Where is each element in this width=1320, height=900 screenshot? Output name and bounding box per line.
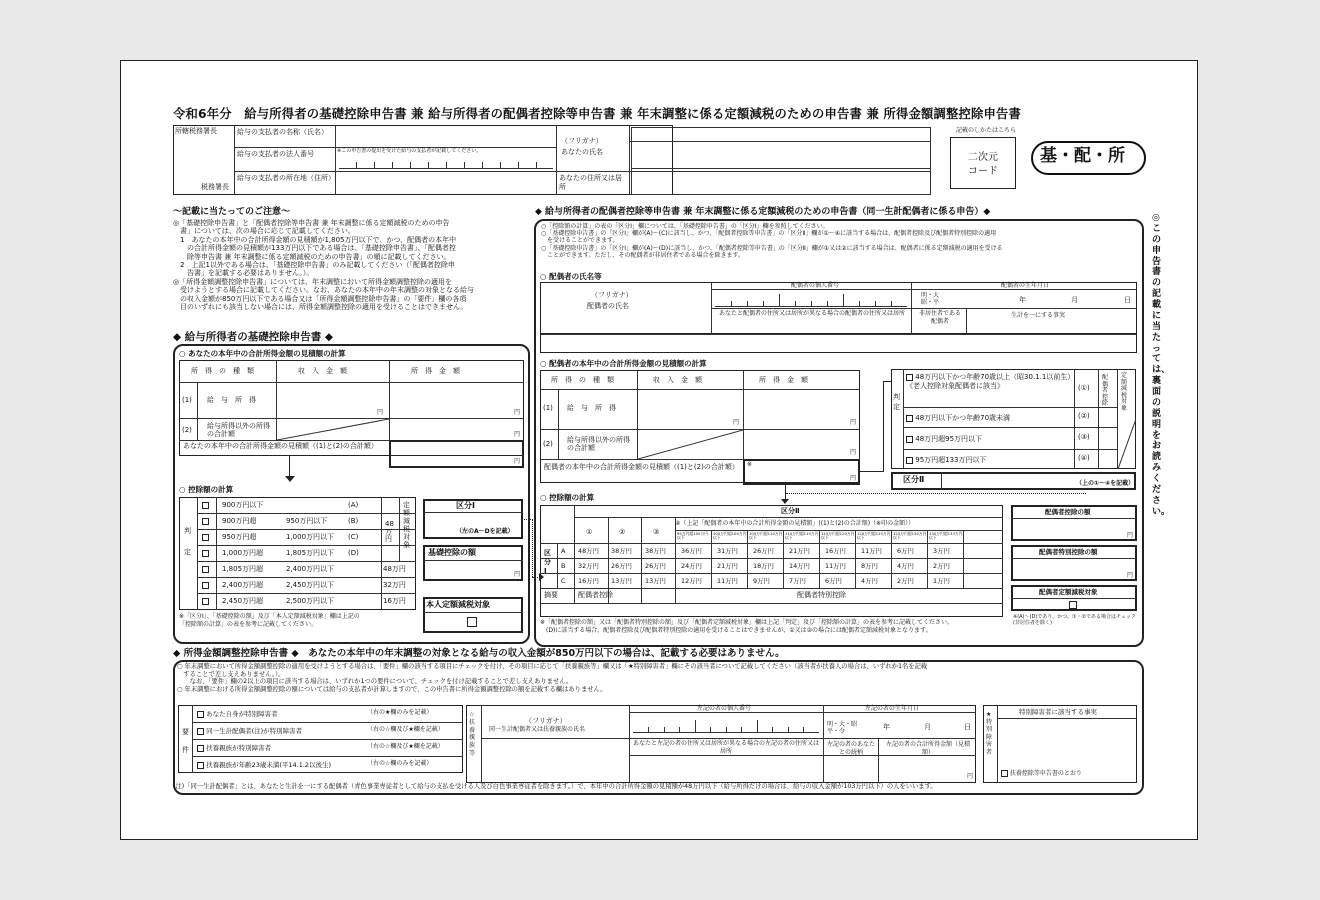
spouse-mynumber-field[interactable]: [715, 299, 907, 307]
spouse-calc-title: ○ 配偶者の本年中の合計所得金額の見積額の計算: [540, 359, 707, 368]
basic-row[interactable]: 1,805万円超 2,400万円以下 48万円: [198, 562, 416, 578]
req-label: 要件: [182, 728, 189, 755]
payer-number-field[interactable]: [339, 156, 553, 169]
ded-cell: 18万円: [753, 562, 774, 570]
spouse-opt-3[interactable]: 48万円超95万円以下: [906, 434, 982, 444]
adj-addr-label: あなたと左記の者の住所又は居所が異なる場合の左記の者の住所又は居所: [633, 740, 820, 755]
side-haigu: 配偶者控除: [1102, 374, 1109, 408]
other-income-label: 給与所得以外の所得の合計額: [207, 422, 270, 439]
kubun1-row-label: 区分Ⅰ: [544, 549, 551, 576]
payer-number-label: 給与の支払者の法人番号: [237, 150, 314, 158]
note-line: 受けようとする場合に記載してください。なお、あなたの本年中の年末調整の対象となる給与: [173, 286, 474, 295]
checkbox[interactable]: [906, 457, 913, 464]
col-income: 収 入 金 額: [298, 367, 347, 375]
qr-code-label: 二次元コード: [968, 152, 998, 177]
month-label: 月: [924, 723, 931, 731]
basic-total-field[interactable]: [389, 440, 524, 468]
kubun1-note: （左のA〜Dを記載）: [456, 528, 514, 535]
checkbox[interactable]: [202, 566, 209, 573]
opt-mark: (④): [1078, 454, 1090, 462]
same-label: 生計を一にする事実: [1011, 312, 1066, 319]
special-label: ★特別障害者: [986, 711, 993, 756]
spouse-note: ○「基礎控除申告書」の「区分Ⅰ」欄が(A)〜(C)に該当し、かつ、「配偶者控除等申告書」の「区分Ⅱ」欄が①〜④に該当する場合は、配偶者控除及び配偶者特別控除の適用: [541, 230, 997, 238]
ded-cell: 4万円: [861, 577, 878, 585]
notes-body: [173, 219, 528, 311]
basic-row[interactable]: 2,450万円超 2,500万円以下 16万円: [198, 594, 416, 610]
checkbox[interactable]: [906, 374, 913, 381]
spouse-teigaku-note: ※(A)〜(D)であり、かつ、①・②である場合はチェック(非居住者を除く): [1013, 614, 1136, 626]
tax-office-head-label: 所轄税務署長: [175, 127, 217, 135]
req-note: （右の☆欄及び★欄を記載）: [367, 743, 444, 750]
checkbox[interactable]: [202, 550, 209, 557]
ded-cell: 36万円: [681, 547, 702, 555]
row-no: (1): [543, 404, 553, 412]
basic-row[interactable]: 1,000万円超 1,805万円以下 (D): [198, 546, 416, 562]
arrow-down-icon: [781, 499, 789, 504]
how-to-write-label: 記載のしかたはこちら: [956, 127, 1017, 134]
diagonal: [277, 419, 389, 440]
kubun2-note: （上の①〜④を記載）: [1076, 480, 1135, 487]
month-label: 月: [1071, 296, 1078, 304]
arrow-down-icon: [285, 476, 295, 482]
row-no: (2): [543, 440, 553, 448]
kubun2-label: 区分Ⅱ: [903, 475, 925, 484]
spouse-foot1: ※「配偶者控除の額」又は「配偶者特別控除の額」及び「配偶者定額減税対象」欄は上記「判定」及び「控除額の計算」の表を参考に記載してください。: [540, 619, 954, 626]
col-2: ②: [619, 528, 626, 536]
note-line: ◎「所得金額調整控除申告書」については、年末調整において所得金額調整控除の適用を: [173, 277, 452, 286]
row-no: (1): [182, 396, 192, 404]
note-line: 目のいずれにも該当しない場合には、所得金額調整控除の適用を受けることはできません。: [173, 302, 468, 311]
amount-48-label: 48万円: [385, 520, 394, 544]
ded-cell: 4万円: [897, 562, 914, 570]
spouse-name-title: ○ 配偶者の氏名等: [540, 272, 602, 281]
spouse-ded-title: ○ 控除額の計算: [540, 493, 595, 502]
spouse-salary-label: 給 与 所 得: [567, 404, 616, 412]
day-label: 日: [964, 723, 971, 731]
ded-cell: 2万円: [897, 577, 914, 585]
checkbox[interactable]: [197, 728, 204, 735]
adj-era-label: 明・大・昭 平・令: [827, 721, 858, 736]
basic-foot2: 「控除額の計算」の表を参考に記載してください。: [179, 621, 318, 628]
flow-arrow: [289, 456, 290, 478]
haigu-amount-label: 配偶者控除の額: [1045, 508, 1091, 516]
yen: 円: [850, 475, 857, 482]
spouse-other-label: 給与所得以外の所得の合計額: [567, 436, 630, 453]
payer-address-field[interactable]: [339, 173, 553, 193]
ded-cell: 12万円: [681, 577, 702, 585]
note-line: 1 あなたの本年中の合計所得金額の見積額が1,805万円以下で、かつ、配偶者の本年中: [173, 235, 457, 244]
basic-row[interactable]: 2,400万円超 2,450万円以下 32万円: [198, 578, 416, 594]
ded-cell: 26万円: [611, 562, 632, 570]
adj-inc-label: 左記の者の合計所得金額（見積額）: [885, 741, 970, 756]
ded-cell: 16万円: [578, 577, 599, 585]
checkbox[interactable]: [906, 436, 913, 443]
haigu-label: 配偶者控除: [578, 591, 613, 599]
yen: 円: [1127, 532, 1134, 539]
ded-cell: 11万円: [825, 562, 846, 570]
special-head: 特別障害者に該当する事実: [1019, 708, 1097, 716]
ded-cell: 13万円: [611, 577, 632, 585]
era-label: 明・大 昭・平: [921, 292, 940, 307]
checkbox[interactable]: [197, 745, 204, 752]
ded-cell: 6万円: [825, 577, 842, 585]
teigaku-label: 定額減税対象: [403, 501, 410, 550]
ded-row-key: C: [561, 577, 566, 585]
adj-note: なお、「要件」欄の2以上の項目に該当する場合は、いずれか1つの要件について、チェックを付け記載することで差し支えありません。: [177, 678, 573, 686]
req-row-1[interactable]: あなた自身が特別障害者: [197, 709, 278, 718]
adj-rel-label: 左記の者のあなたとの続柄: [826, 741, 875, 756]
checkbox[interactable]: [202, 534, 209, 541]
ded-cell: 31万円: [717, 547, 738, 555]
yen: 円: [514, 458, 521, 465]
opt-mark: (③): [1078, 433, 1090, 441]
basic-section-title: ◆ 給与所得者の基礎控除申告書 ◆: [173, 331, 333, 343]
yen: 円: [967, 773, 974, 780]
spouse-foot2: (D)に該当する場合、配偶者控除及び配偶者特別控除の適用を受けることはできませんが、①又は②の場合には配偶者定額減税対象となります。: [540, 627, 932, 634]
col-amount: 所 得 金 額: [759, 376, 808, 384]
ded-cell: 38万円: [645, 547, 666, 555]
basic-foot1: ※「区分Ⅰ」、「基礎控除の額」及び「本人定額減税対象」欄は上記の: [179, 613, 360, 620]
note-line: 2 上記1以外である場合は、「基礎控除申告書」のみ記載してください（「配偶者控除申: [173, 260, 455, 269]
spouse-teigaku-label: 配偶者定額減税対象: [1039, 588, 1098, 596]
ded-cell: 2万円: [933, 562, 950, 570]
adj-note: ○ 年末調整において所得金額調整控除の適用を受けようとする場合は、「要件」欄の該当する項目にチェックを付け、その項目に応じて「扶養親族等」欄又は「★特別障害者」欄にその該当者について記載してください（該当者が扶養人の場合は、いずれか1名を記載: [177, 663, 928, 670]
side-instruction: ◎この申告書の記載に当たっては、裏面の説明をお読みください。: [1152, 213, 1171, 517]
req-row-4[interactable]: 扶養親族が年齢23歳未満(平14.1.2以後生): [197, 760, 331, 769]
basic-calc-title: ○ あなたの本年中の合計所得金額の見積額の計算: [179, 349, 346, 358]
checkbox[interactable]: [202, 582, 209, 589]
col-kind: 所 得 の 種 類: [551, 376, 614, 384]
ded-row-key: A: [561, 547, 566, 555]
payer-address-label: 給与の支払者の所在地（住所）: [237, 174, 335, 182]
checkbox[interactable]: [197, 711, 204, 718]
note-line: の収入金額が850万円以下である場合又は「所得金額調整控除申告書」の「要件」欄の各項: [173, 294, 467, 303]
adj-footnote: (注)「同一生計配偶者」とは、あなたと生計を一にする配偶者（青色事業専従者として給与の支払を受ける人及び白色事業専従者を除きます。）で、本年中の合計所得金額の見積額が48万円以下（給与所得だけの場合は、給与の収入金額が103万円以下）の人をいいます。: [173, 783, 937, 790]
ded-cell: 38万円: [611, 547, 632, 555]
yen: 円: [377, 409, 384, 416]
other-income-field[interactable]: [390, 419, 523, 439]
ded-cell: 3万円: [933, 547, 950, 555]
yen: 円: [514, 571, 521, 578]
kubun2b-label: 区分Ⅱ: [781, 507, 800, 515]
ded-row: [557, 544, 1003, 559]
fuyo-label: ☆扶養親族等: [469, 711, 476, 757]
col4-head: ④（上記「配偶者の本年中の合計所得金額の見積額」((1)と(2)の合計額)（※印の金額））: [675, 520, 915, 527]
ded-cell: 1万円: [933, 577, 950, 585]
req-note: （右の☆欄及び★欄を記載）: [367, 726, 444, 733]
basic-total-label: あなたの本年中の合計所得金額の見積額（(1)と(2)の合計額）: [183, 442, 378, 450]
tekiyo-label: 摘要: [544, 591, 558, 599]
opt-mark: (②): [1078, 412, 1090, 420]
spouse-revenue-field[interactable]: [638, 390, 742, 428]
col-1: ①: [586, 528, 593, 536]
spouse-judge-label: 判 定: [893, 393, 907, 411]
note-line: 書」については、次の場合に応じて記載してください。: [173, 227, 355, 236]
payer-name-field[interactable]: [339, 127, 553, 145]
spouse-note: ○「控除額の計算」の表の「区分Ⅰ」欄については、「基礎控除申告書」の「区分Ⅰ」欄を参照してください。: [541, 223, 829, 230]
adj-birth-label: 左記の者の生年月日: [865, 705, 920, 712]
checkbox[interactable]: [202, 598, 209, 605]
col-income: 収 入 金 額: [653, 376, 702, 384]
row-no: (2): [182, 426, 192, 434]
form-sheet: 令和6年分 給与所得者の基礎控除申告書 兼 給与所得者の配偶者控除等申告書 兼 年末調整に係る定額減税のための申告書 兼 所得金額調整控除申告書 所轄税務署長 税務署長 給与の支払者の名称（氏名） 給与の支払者の法人番号 給与の支払者の所在地（住所） ※この申告書の提出を受けた給与の支払者が記載してください。 （フリガナ） あなたの氏名 あなたの住所又は居所 記載のしかたはこちら 二次元コード 基・配・所 〜記載に当たってのご注意〜 ◎「基礎控除申告書」と「配偶者控除等申告書 兼 年末調整に係る定額減税のための申告 書」については、次の場合に応じて記載してください。 1 あなたの本年中の合計所得金額の見積額が1,805万円以下で、かつ、配偶者の本年中 の合計所得金額の見積額が133万円以下である場合は、「基礎控除申告書」、「配偶者控 除等申告書 兼 年末調整に係る定額減税のための申告書」の順に記載してください。 2 上記1以外である場合は、「基礎控除申告書」のみ記載してください（「配偶者控除申 告書」を記載する必要はありません。）。 ◎「所得金額調整控除申告書」については、年末調整において所得金額調整控除の適用を 受けようとする場合に記載してください。なお、あなたの本年中の年末調整の対象となる給与 の収入金額が850万円以下である場合又は「所得金額調整控除申告書」の「要件」欄の各項 目のいずれにも該当しない場合には、所得金額調整控除の適用を受けることはできません。 ◆ 給与所得者の基礎控除申告書 ◆ ○ あなたの本年中の合計所得金額の見積額の計算 所 得 の 種 類 収 入 金 額 所 得 金 額 (1) 給 与 所 得 (2) 給与所得以外の所得の合計額 円 円 円 あなたの本年中の合計所得金額の見積額（(1)と(2)の合計額） 円 ○ 控除額の計算 判 定 900万円以下 (A) 900万円超 950万円以下 (B) 950万円超 1,000万円以下 (C) 1,000万円超 1,805万円以下 (D) 1,805万円超 2,400万円以下 48万円 2,400万円超 2,450万円以下 32万円 2,450万円超 2,500万円以下 16万円 48万円 定額減税対象 区分Ⅰ （左のA〜Dを記載） 基礎控除の額 円 本人定額減税対象 ※「区分Ⅰ」、「基礎控除の額」及び「本人定額減税対象」欄は上記の 「控除額の計算」の表を参考に記載してください。 ◆ 給与所得者の配偶者控除等申告書 兼 年末調整に係る定額減税のための申告書（同一生計配偶者に係る申告）◆ ○「控除額の計算」の表の「区分Ⅰ」欄については、「基礎控除申告書」の「区分Ⅰ」欄を参照してください。 ○「基礎控除申告書」の「区分Ⅰ」欄が(A)〜(C)に該当し、かつ、「配偶者控除等申告書」の「区分Ⅱ」欄が①〜④に該当する場合は、配偶者控除及び配偶者特別控除の適用 を受けることができます。 ○「基礎控除申告書」の「区分Ⅰ」欄が(A)〜(D)に該当し、かつ、「配偶者控除等申告書」の「区分Ⅱ」欄が①又は②に該当する場合は、配偶者に係る定額減税の適用を受ける ことができます。ただし、その配偶者が非居住者である場合を除きます。 ○ 配偶者の氏名等 （フリガナ） 配偶者の氏名 配偶者の個人番号 配偶者の生年月日 明・大 昭・平 年 月 日 あなたと配偶者の住所又は居所が異なる場合の配偶者の住所又は居所 非居住者である配偶者 生計を一にする事実 ○ 配偶者の本年中の合計所得金額の見積額の計算 所 得 の 種 類 収 入 金 額 所 得 金 額 (1) 給 与 所 得 (2) 給与所得以外の所得の合計額 円 円 円 配偶者の本年中の合計所得金額の見積額（(1)と(2)の合計額） ※ 円 判 定 48万円以下かつ年齢70歳以上（昭30.1.1以前生）《老人控除対象配偶者に該当》 (①) 48万円以下かつ年齢70歳未満 (②) 48万円超95万円以下 (③) 95万円超133万円以下 (④) 配偶者控除 定額減税対象 区分Ⅱ （上の①〜④を記載） ○ 控除額の計算 区分Ⅱ ④（上記「配偶者の本年中の合計所得金額の見積額」((1)と(2)の合計額)（※印の金額）） 区分Ⅰ ① ② ③ 95万円超100万円以下 100万円超105万円以下 105万円超110万円以下 110万円超115万円以下 115万円超120万円以下 120万円超125万円以下 125万円超130万円以下 130万円超133万円以下 A 48万円 38万円 38万円 36万円 31万円 26万円 21万円 16万円 11万円 6万円 3万円 B 32万円 26万円 26万円 24万円 21万円 18万円 14万円 11万円 8万円 4万円 2万円 C 16万円 13万円 13万円 12万円 11万円 9万円 7万円 6万円 4万円 2万円 1万円 摘要 配偶者控除 配偶者特別控除 ※「配偶者控除の額」又は「配偶者特別控除の額」及び「配偶者定額減税対象」欄は上記「判定」及び「控除額の計算」の表を参考に記載してください。 (D)に該当する場合、配偶者控除及び配偶者特別控除の適用を受けることはできませんが、①又は②の場合には配偶者定額減税対象となります。 配偶者控除の額 円 配偶者特別控除の額 円 配偶者定額減税対象 ※(A)〜(D)であり、かつ、①・②である場合はチェック(非居住者を除く) ◆ 所得金額調整控除申告書 ◆ あなたの本年中の年末調整の対象となる給与の収入金額が850万円以下の場合は、記載する必要はありません。 ○ 年末調整において所得金額調整控除の適用を受けようとする場合は、「要件」欄の該当する項目にチェックを付け、その項目に応じて「扶養親族等」欄又は「★特別障害者」欄にその該当者について記載してください（該当者が扶養人の場合は、いずれか1名を記載 することで差し支えありません。）。 なお、「要件」欄の2以上の項目に該当する場合は、いずれか1つの要件について、チェックを付け記載することで差し支えありません。 ○ 年末調整における所得金額調整控除の額については給与の支払者が計算しますので、この申告書に所得金額調整控除の額を記載する欄はありません。 要件 あなた自身が特別障害者 （右の★欄のみを記載） 同一生計配偶者(注)が特別障害者 （右の☆欄及び★欄を記載） 扶養親族が特別障害者 （右の☆欄及び★欄を記載） 扶養親族が年齢23歳未満(平14.1.2以後生) （右の☆欄のみを記載） ☆扶養親族等 （フリガナ） 同一生計配偶者又は扶養親族の氏名 左記の者の個人番号 左記の者の生年月日 明・大・昭 平・令 年 月 日 あなたと左記の者の住所又は居所が異なる場合の左記の者の住所又は居所 左記の者のあなたとの続柄 左記の者の合計所得金額（見積額） 円 ★特別障害者 特別障害者に該当する事実 扶養控除等申告書のとおり (注)「同一生計配偶者」とは、あなたと生計を一にする配偶者（青色事業専従者として給与の支払を受ける人及び白色事業専従者を除きます。）で、本年中の合計所得金額の見積額が48万円以下（給与所得だけの場合は、給与の収入金額が103万円以下）の人をいいます。 ◎この申告書の記載に当たっては、裏面の説明をお読みください。: [120, 60, 1198, 840]
adj-note: ○ 年末調整における所得金額調整控除の額については給与の支払者が計算しますので、この申告書に所得金額調整控除の額を記載する欄はありません。: [177, 685, 607, 693]
note-line: 除等申告書 兼 年末調整に係る定額減税のための申告書」の順に記載してください。: [173, 252, 451, 261]
honnin-label: 本人定額減税対象: [426, 600, 490, 609]
side-teigaku: 定額減税対象: [1121, 372, 1128, 412]
ded-cell: 16万円: [825, 547, 846, 555]
spouse-total-label: 配偶者の本年中の合計所得金額の見積額（(1)と(2)の合計額）: [544, 463, 739, 471]
adj-note: することで差し支えありません。）。: [177, 670, 285, 678]
adj-notes: [177, 663, 1137, 693]
furigana-label: （フリガナ）: [561, 137, 603, 145]
ded-cell: 24万円: [681, 562, 702, 570]
basic-row[interactable]: 950万円超 1,000万円以下 (C): [198, 530, 416, 546]
basic-ded-title: ○ 控除額の計算: [179, 485, 234, 494]
year-label: 年: [883, 723, 890, 731]
checkbox[interactable]: [202, 502, 209, 509]
spouse-mynumber-label: 配偶者の個人番号: [791, 282, 840, 289]
spouse-opt-2[interactable]: 48万円以下かつ年齢70歳未満: [906, 413, 1010, 423]
spouse-income-field[interactable]: [744, 390, 859, 428]
ded-cell: 21万円: [789, 547, 810, 555]
category-stamp-text: 基・配・所: [1040, 146, 1125, 166]
ded-cell: 48万円: [578, 547, 599, 555]
basic-row[interactable]: 900万円超 950万円以下 (B): [198, 514, 416, 530]
req-note: （右の★欄のみを記載）: [367, 709, 433, 716]
tokubetsu-amount-label: 配偶者特別控除の額: [1039, 548, 1098, 556]
ded-cell: 21万円: [717, 562, 738, 570]
nonres-label: 非居住者である配偶者: [918, 310, 961, 325]
req-row-3[interactable]: 扶養親族が特別障害者: [197, 743, 271, 752]
checkbox[interactable]: [906, 415, 913, 422]
note-line: ◎「基礎控除申告書」と「配偶者控除等申告書 兼 年末調整に係る定額減税のための申告: [173, 219, 450, 227]
tokubetsu-label: 配偶者特別控除: [797, 591, 846, 599]
spouse-opt-4[interactable]: 95万円超133万円以下: [906, 455, 987, 465]
basic-rows: [198, 498, 416, 610]
day-label: 日: [1124, 296, 1131, 304]
yen: 円: [850, 449, 857, 456]
ded-cell: 7万円: [789, 577, 806, 585]
ded-cell: 11万円: [861, 547, 882, 555]
spouse-section-title: ◆ 給与所得者の配偶者控除等申告書 兼 年末調整に係る定額減税のための申告書（同一生計配偶者に係る申告）◆: [535, 207, 991, 217]
notes-title: 〜記載に当たってのご注意〜: [173, 207, 291, 217]
spouse-teigaku-checkbox[interactable]: [1069, 601, 1077, 609]
ded-row: [557, 574, 1003, 589]
payer-number-note: ※この申告書の提出を受けた給与の支払者が記載してください。: [337, 148, 482, 154]
adj-mynumber-field[interactable]: [633, 725, 819, 733]
spouse-addr-label: あなたと配偶者の住所又は居所が異なる場合の配偶者の住所又は居所: [718, 310, 905, 317]
kubun1-label: 区分Ⅰ: [456, 501, 475, 510]
adj-section-title: ◆ 所得金額調整控除申告書 ◆ あなたの本年中の年末調整の対象となる給与の収入金額が850万円以下の場合は、記載する必要はありません。: [173, 648, 785, 659]
spouse-note: ○「基礎控除申告書」の「区分Ⅰ」欄が(A)〜(D)に該当し、かつ、「配偶者控除等申告書」の「区分Ⅱ」欄が①又は②に該当する場合は、配偶者に係る定額減税の適用を受ける: [541, 244, 1003, 252]
req-row-2[interactable]: 同一生計配偶者(注)が特別障害者: [197, 726, 302, 735]
yen: 円: [850, 419, 857, 426]
checkbox[interactable]: [197, 762, 204, 769]
yen: 円: [514, 431, 521, 438]
ded-cell: 26万円: [753, 547, 774, 555]
col-amount: 所 得 金 額: [411, 367, 460, 375]
checkbox[interactable]: [1001, 770, 1008, 777]
adj-name-label: 同一生計配偶者又は扶養親族の氏名: [489, 726, 586, 733]
honnin-checkbox[interactable]: [467, 617, 477, 627]
ded-row-key: B: [561, 562, 566, 570]
spouse-opt-1[interactable]: 48万円以下かつ年齢70歳以上（昭30.1.1以前生）《老人控除対象配偶者に該当》: [906, 373, 1071, 390]
spouse-note: を受けることができます。: [541, 237, 619, 245]
ded-cell: 11万円: [717, 577, 738, 585]
ded-row: [557, 559, 1003, 574]
ded-cell: 13万円: [645, 577, 666, 585]
your-name-label: あなたの氏名: [561, 148, 603, 156]
basic-row[interactable]: 900万円以下 (A): [198, 498, 416, 514]
spouse-furigana: （フリガナ）: [591, 291, 633, 299]
spouse-birth-label: 配偶者の生年月日: [1001, 282, 1050, 289]
form-title: 令和6年分 給与所得者の基礎控除申告書 兼 給与所得者の配偶者控除等申告書 兼 年末調整に係る定額減税のための申告書 兼 所得金額調整控除申告書: [173, 107, 1021, 121]
diagonal: [638, 430, 743, 459]
salary-revenue-field[interactable]: [277, 383, 388, 417]
special-opt[interactable]: 扶養控除等申告書のとおり: [1001, 768, 1082, 777]
ded-cell: 8万円: [861, 562, 878, 570]
ded-cell: 14万円: [789, 562, 810, 570]
salary-income-label: 給 与 所 得: [207, 396, 256, 404]
ded-cell: 26万円: [645, 562, 666, 570]
col-kind: 所 得 の 種 類: [191, 367, 254, 375]
ded-cell: 32万円: [578, 562, 599, 570]
checkbox[interactable]: [202, 518, 209, 525]
adj-furigana: （フリガナ）: [525, 717, 567, 725]
ded-cell: 6万円: [897, 547, 914, 555]
kiso-label: 基礎控除の額: [428, 548, 476, 557]
salary-income-field[interactable]: [390, 383, 523, 417]
spouse-note: ことができます。ただし、その配偶者が非居住者である場合を除きます。: [541, 251, 745, 259]
note-line: の合計所得金額の見積額が133万円以下である場合は、「基礎控除申告書」、「配偶者控: [173, 244, 456, 253]
tax-office-chief-label: 税務署長: [201, 183, 229, 191]
yen: 円: [1127, 572, 1134, 579]
yen: 円: [733, 419, 740, 426]
spouse-total-field[interactable]: [743, 459, 860, 485]
year-label: 年: [1019, 296, 1026, 304]
spouse-notes: [541, 223, 1141, 259]
yen: 円: [514, 409, 521, 416]
payer-name-label: 給与の支払者の名称（氏名）: [237, 128, 328, 136]
req-note: （右の☆欄のみを記載）: [367, 760, 433, 767]
spouse-addr-row[interactable]: [540, 323, 1137, 353]
ded-cell: 9万円: [753, 577, 770, 585]
judge-label: 判 定: [184, 527, 198, 556]
your-address-label: あなたの住所又は居所: [559, 174, 622, 192]
note-line: 告書」を記載する必要はありません。）。: [173, 269, 314, 278]
adj-mynumber-label: 左記の者の個人番号: [697, 705, 752, 712]
spouse-name-label: 配偶者の氏名: [587, 302, 629, 310]
opt-mark: (①): [1078, 384, 1090, 392]
your-info-border: [631, 127, 931, 195]
col-3: ③: [653, 528, 660, 536]
